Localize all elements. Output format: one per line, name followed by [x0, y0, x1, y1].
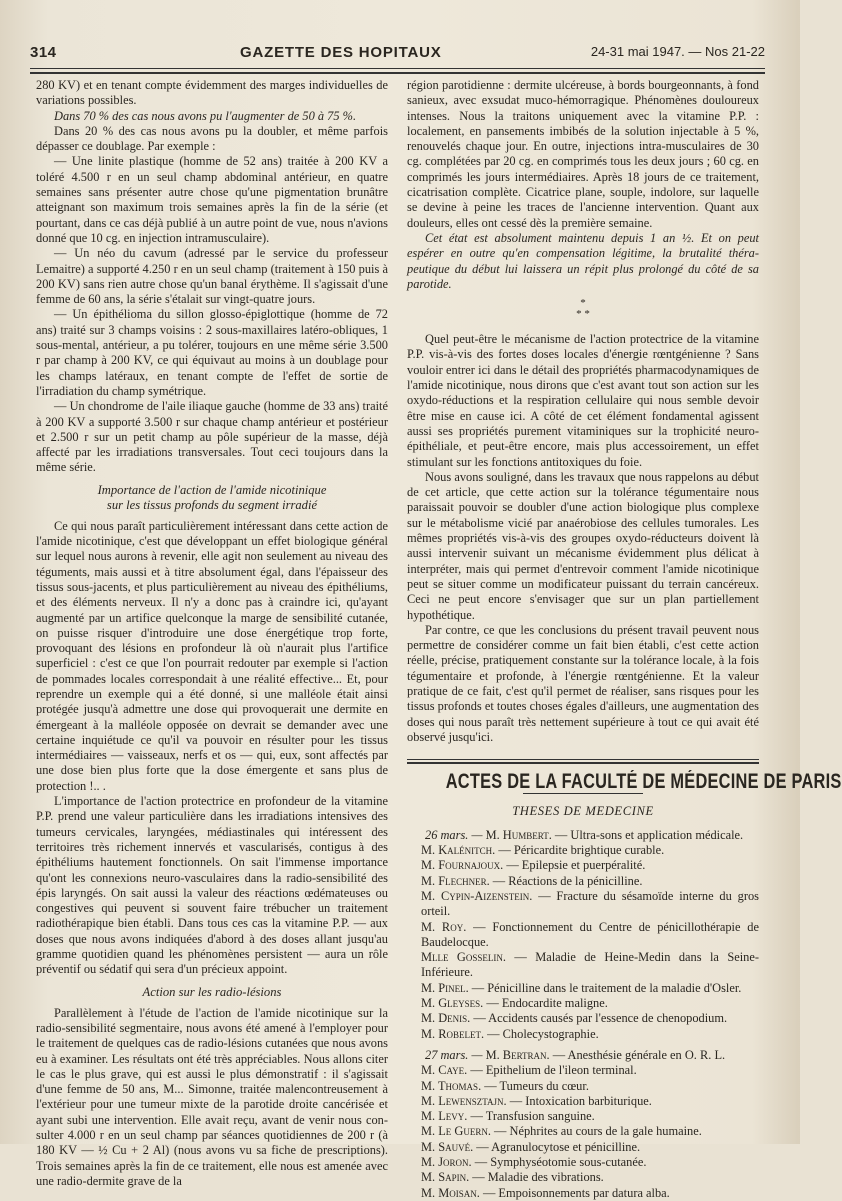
thesis-entry: [407, 1094, 759, 1109]
thesis-author: M. Humbert.: [485, 827, 552, 842]
page-header: [30, 44, 765, 66]
paragraph: — Une linite plastique (homme de 52 ans) traitée à 200 KV a toléré 4.500 r en un seul champ abdominal antérieur, en quatre semaines sans présenter autre chose qu'une pigmentation brunâtre atteignant son maximum trois semaines après la fin de la série (et pourtant, dans ce cas déjà publié à un autre point de vue, nous n'avions donné que 10 cg. en injection intramusculaire).: [36, 154, 388, 245]
paragraph: région parotidienne : dermite ulcéreuse, à bords bourgeonnants, à fond sanieux, avec exsudat muco-hémorragique. Phénomènes douloureux intenses. Nous la traitons uniquement avec la vitamine P.P. : localement, en pansements imbibés de la solution injectable à 5 %, renouvelés chaque jour. En outre, injections intra-musculaires de 30 cg. complétées par 20 cg. en comprimés tous les deux jours ; 60 cg. en comprimés les jours intermédiaires. Après 18 jours de ce traitement, cicatrisation complète. Cicatrice plane, souple, indolore, sur laquelle se devine à peine les traces de l'ancienne intervention. Quant aux douleurs, elles ont cessé dès la première semaine.: [407, 78, 759, 230]
thesis-title: — Maladie des vibrations.: [469, 1170, 604, 1185]
paragraph: Ce qui nous paraît particulièrement intéressant dans cette action de l'amide nicotinique, c'est que développant un effet biologique général sur lequel nous aurons à revenir, elle agit non seulement au niveau des téguments, mais aussi et à titre absolument égal, dans l'épaisseur des tissus sous-jacents, et plus particulièrement au niveau des épithéliums, et des éléments nerveux. Il n'y a donc pas à craindre ici, qu'ayant augmenté par un artifice quelconque la marge de sensibilité cutanée, on puisse risquer d'introduire une dose énergétique trop forte, provoquant des lésions en profondeur là où n'aurait plus l'artifice superficiel : c'est ce que l'on pourrait redouter par exemple si l'action de pommades locales correspondait à une réalité effective... Et, pour reprendre un exemple qui a été donné, si une malléole était ainsi protégée jusqu'à admettre une dose qui provoquerait une dermite en émergeant à la malléole opposée on devrait se demander avec une certaine inquiétude ce qu'il va pouvoir en résulter pour les tissus intermédiaires — vaisseaux, nerfs et os — qui, eux, sont affectés par une dose bien plus forte que la dose émergente et sans plus de protection !.. .: [36, 518, 388, 793]
header-rule-thick: [30, 72, 765, 74]
thesis-author: Mlle Gosselin.: [421, 950, 506, 965]
thesis-author: M. Robelet.: [421, 1026, 485, 1041]
thesis-title: — Néphrites au cours de la gale humaine.: [490, 1124, 702, 1139]
thesis-title: — Transfusion sanguine.: [467, 1109, 595, 1124]
thesis-author: M. Fournajoux.: [421, 858, 504, 873]
section-subtitle: [36, 483, 388, 513]
thesis-author: M. Thomas.: [421, 1078, 482, 1093]
thesis-entry: [407, 1048, 759, 1063]
subtitle-line: Importance de l'action de l'amide nicotinique: [97, 482, 327, 497]
thesis-date: 27 mars. —: [425, 1047, 486, 1062]
left-column: [36, 78, 388, 1189]
section-banner: ACTES DE LA FACULTÉ DE MÉDECINE DE PARIS: [445, 770, 842, 794]
thesis-author: M. Lewensztajn.: [421, 1093, 507, 1108]
thesis-entry: [407, 996, 759, 1011]
thesis-title: — Symphyséotomie sous-cutanée.: [471, 1155, 647, 1169]
thesis-title: — Maladie de Heine-Medin dans la Seine-Inférieure.: [421, 950, 759, 980]
thesis-entry: [407, 874, 759, 889]
section-rule-thick: [407, 762, 759, 764]
paragraph: Dans 20 % des cas nous avons pu la doubler, et même parfois dépasser ce doublage. Par exemple :: [36, 123, 388, 154]
thesis-author: M. Denis.: [421, 1011, 471, 1026]
thesis-author: M. Sauvé.: [421, 1139, 474, 1154]
thesis-author: M. Levy.: [421, 1109, 468, 1124]
theses-title: THESES DE MEDECINE: [512, 804, 654, 819]
thesis-title: — Tumeurs du cœur.: [481, 1078, 589, 1093]
paragraph: — Un épithélioma du sillon glosso-épiglottique (homme de 72 ans) traité sur 3 champs voisins : 2 sous-maxillaires latéro-obliques, 1 sous-mental, antérieur, a pu tolérer, toujours en une même série 3.500 r par champ à 200 KV, ce qui équivaut au moins à un doublage pour les champs latéraux, en tenant compte de l'effet de sortie de l'irradiation du champ symétrique.: [36, 307, 388, 398]
thesis-entry: [407, 1011, 759, 1026]
thesis-entry: [407, 1027, 759, 1042]
thesis-title: — Endocardite maligne.: [483, 996, 608, 1011]
theses-list: [407, 828, 759, 1201]
issue-date: 24-31 mai 1947. — Nos 21-22: [590, 44, 765, 59]
thesis-author: M. Kalénitch.: [421, 843, 496, 858]
thesis-title: — Cholecystographie.: [484, 1026, 599, 1041]
thesis-author: M. Sapin.: [421, 1170, 470, 1185]
thesis-entry: [407, 1063, 759, 1078]
thesis-entry: [407, 1170, 759, 1185]
section-subtitle: Action sur les radio-lésions: [142, 984, 282, 999]
asterism: * * *: [576, 297, 590, 321]
thesis-author: M. Gleyses.: [421, 996, 484, 1011]
paragraph: Nous avons souligné, dans les travaux que nous rappelons au début de cet article, que cette action sur la tolérance tégumentaire nous paraissait pouvoir se doubler d'une action biologique plus complexe sur le métabolisme vicié par anaérobiose des cellules tumorales. Les mêmes propriétés vis-à-vis des groupes oxydo-réducteurs doivent là aussi intervenir suivant un mécanisme évidemment plus délicat à interpréter, mais qui permet d'entrevoir comment l'amide nicotinique peut se situer comme un modificateur puissant du terrain cancéreux. Ceci ne peut encore s'envisager que sur un plan partiellement hypothétique.: [407, 469, 759, 622]
thesis-title: — Fonctionnement du Centre de pénicillothérapie de Baudelocque.: [421, 919, 759, 949]
subtitle-line: sur les tissus profonds du segment irradié: [106, 497, 318, 512]
thesis-entry: [407, 1079, 759, 1094]
thesis-entry: [407, 858, 759, 873]
thesis-author: M. Moisan.: [421, 1185, 480, 1200]
thesis-author: M. Le Guern.: [421, 1124, 491, 1139]
thesis-entry: [407, 843, 759, 858]
thesis-entry: [407, 920, 759, 951]
thesis-title: — Empoisonnements par datura alba.: [479, 1185, 670, 1200]
paragraph: Parallèlement à l'étude de l'action de l'amide nicotinique sur la radio-sensibilité segmentaire, nous avons été amené à l'employer pour le traitement de quelques cas de radio-lésions cutanées que nous avons eu à examiner. Les résultats ont été très appréciables. Nous allons citer le cas le plus grave, qui est aussi le plus démonstratif : il s'agissait d'une femme de 50 ans, M... Simonne, traitée malencontreusement à l'extérieur pour une tumeur mixte de la parotide droite cancérisée et ayant subi une intervention. Elle avait reçu, avant de venir nous consulter 4.000 r en un seul champ par séances quotidiennes de 200 r (à 180 KV — ½ Cu + 2 Al) (nous avons vu sa fiche de prescriptions). Trois semaines après la fin de ce traitement, elle nous est amenée avec une radio-dermite grave de la: [36, 1005, 388, 1188]
thesis-title: — Péricardite brightique curable.: [495, 843, 665, 858]
paragraph: Par contre, ce que les conclusions du présent travail peuvent nous permettre de considérer comme un fait bien établi, c'est cette action réelle, précise, pratiquement constante sur la tolérance locale, à la fois tégumentaire et profonde, à l'énergie rœntgénienne. Et la valeur pratique de ce fait, c'est qu'il permet de réaliser, sans risques pour les tissus profonds et toutes choses égales d'ailleurs, une augmentation des doses qui nous paraît très nettement supérieure à tout ce qui avait été observé jusqu'ici.: [407, 622, 759, 744]
paragraph: — Un chondrome de l'aile iliaque gauche (homme de 33 ans) traité à 200 KV a supporté 3.500 r sur chaque champ antérieur et postérieur et 2.500 r sur un petit champ au pôle supérieur de la masse, déjà affecté par les irradiations transversales. Tout ceci toujours dans la même série.: [36, 399, 388, 475]
paragraph: Quel peut-être le mécanisme de l'action protectrice de la vitamine P.P. vis-à-vis des fortes doses locales d'énergie rœntgénienne ? Sans vouloir entrer ici dans le détail des propriétés pharmacodynamiques de l'amide nicotinique, nous dirons que c'est avant tout son action sur les oxydo-réductions et la respiration cellulaire qui nous semble devoir être mise en cause ici. A côté de cet élément fondamental agissent aussi ses propriétés purement vitaminiques sur la trophicité neuro-épithéliale, et peut-être encore, mais plus accessoirement, un effet stimulant sur les fonctions antitoxiques du foie.: [407, 332, 759, 469]
thesis-entry: [407, 950, 759, 981]
journal-title: GAZETTE DES HOPITAUX: [240, 44, 442, 61]
paragraph: L'importance de l'action protectrice en profondeur de la vitamine P.P. prend une valeur particulière dans les irradiations intensives des tumeurs cervicales, laryngées, médiastinales qui intéressent des territoires très richement innervés et vascularisés, contigus à des épithéliums hautement fonctionnels. On sait l'immense importance qu'ont les connexions neuro-vasculaires dans la radio-sensibilité des épis laryngés. On sait aussi la valeur des réactions œdémateuses ou congestives qui peuvent si souvent faire trébucher un traitement radiothérapique bien établi. Dans tous ces cas la vitamine P.P. — aux doses que nous avons indiquées d'abord à des doses allant jusqu'au gramme quotidien quand les phénomènes persistent — aura un rôle préventif ou sédatif qui sera d'un précieux appoint.: [36, 794, 388, 977]
thesis-title: — Agranulocytose et pénicilline.: [473, 1139, 641, 1154]
thesis-author: M. Flechner.: [421, 873, 490, 888]
thesis-entry: [407, 1155, 759, 1170]
thesis-title: — Anesthésie générale en O. R. L.: [549, 1047, 726, 1062]
right-column: [407, 78, 842, 1201]
thesis-title: — Intoxication barbiturique.: [506, 1093, 652, 1108]
thesis-author: M. Roy.: [421, 919, 467, 934]
paragraph: Dans 70 % des cas nous avons pu l'augmenter de 50 à 75 %.: [54, 108, 357, 123]
thesis-author: M. Cypin-Aizenstein.: [421, 888, 533, 903]
paragraph: Cet état est absolument maintenu depuis 1 an ½. Et on peut espérer en outre qu'en compensation légitime, la brutalité thérapeutique du début lui laissera un répit plus prolongé du côté de sa parotide.: [407, 230, 759, 291]
paragraph: — Un néo du cavum (adressé par le service du professeur Lemaitre) a supporté 4.250 r en un seul champ (traitement à 150 puis à 200 KV) sans rien autre chose qu'un banal érythème. Il s'agissait d'une femme de 60 ans, la série s'étalait sur vingt-quatre jours.: [36, 246, 388, 307]
thesis-title: — Accidents causés par l'essence de chenopodium.: [470, 1011, 728, 1026]
thesis-title: — Pénicilline dans le traitement de la maladie d'Osler.: [468, 980, 742, 995]
thesis-title: — Ultra-sons et application médicale.: [551, 827, 744, 842]
header-rule: [30, 68, 765, 69]
thesis-entry: [407, 1186, 759, 1201]
thesis-author: M. Joron.: [421, 1155, 472, 1169]
paragraph: 280 KV) et en tenant compte évidemment des marges individuelles de variations possibles.: [36, 78, 388, 108]
page-number: 314: [30, 44, 57, 61]
thesis-entry: [407, 1124, 759, 1139]
thesis-entry: [407, 889, 759, 920]
thesis-title: — Epithelium de l'ileon terminal.: [467, 1063, 637, 1078]
thesis-title: — Fracture du sésamoïde interne du gros orteil.: [421, 888, 759, 919]
banner-rule: [523, 793, 643, 794]
section-rule: [407, 759, 759, 760]
thesis-entry: [407, 981, 759, 996]
thesis-date: 26 mars. —: [425, 827, 486, 842]
thesis-author: M. Bertran.: [485, 1047, 550, 1062]
thesis-entry: [407, 1109, 759, 1124]
thesis-author: M. Caye.: [421, 1063, 468, 1078]
thesis-author: M. Pinel.: [421, 980, 469, 995]
thesis-title: — Réactions de la pénicilline.: [489, 873, 643, 888]
thesis-entry: [407, 828, 759, 843]
thesis-entry: [407, 1140, 759, 1155]
thesis-title: — Epilepsie et puerpéralité.: [503, 858, 646, 873]
